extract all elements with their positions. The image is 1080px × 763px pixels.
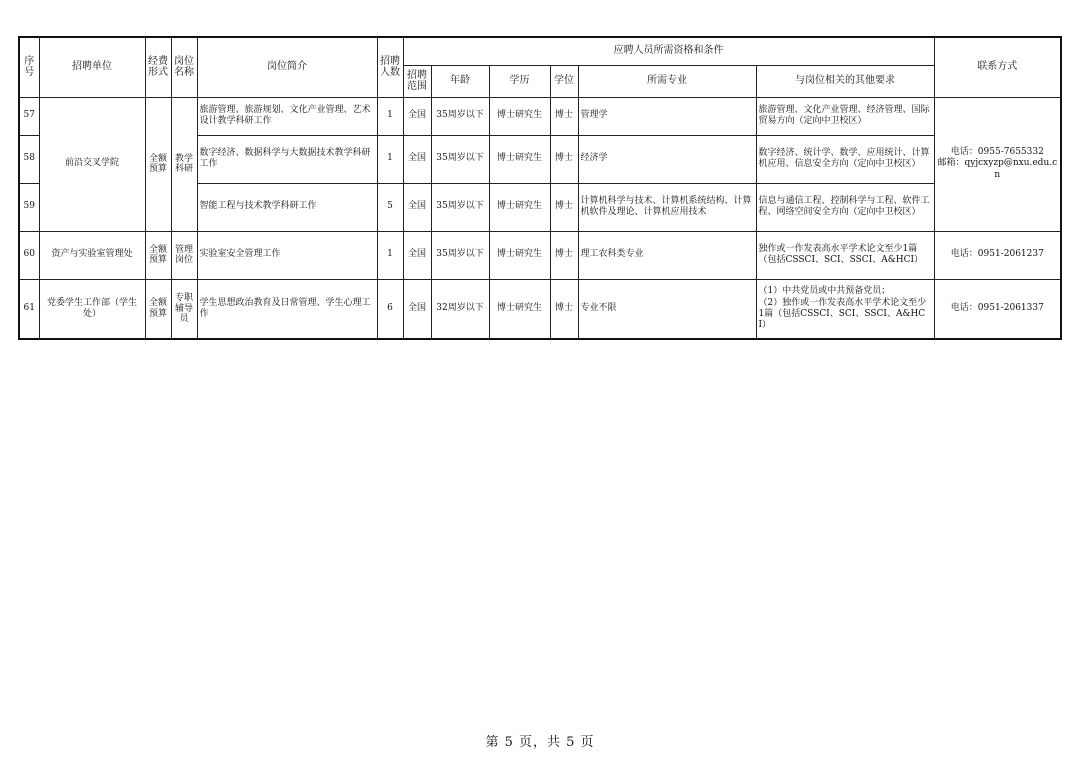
table-row (19, 97, 1061, 135)
header-unit: 招聘单位 (39, 37, 145, 97)
row-major: 经济学 (578, 135, 756, 183)
row-seq: 60 (19, 231, 39, 279)
row-degree: 博士 (550, 97, 578, 135)
header-other: 与岗位相关的其他要求 (756, 65, 934, 97)
row-seq: 58 (19, 135, 39, 183)
contact-email: 邮箱：qyjcxyzp@nxu.edu.cn (937, 158, 1058, 180)
page-footer: 第 5 页，共 5 页 (485, 735, 595, 750)
row-education: 博士研究生 (489, 231, 550, 279)
row-intro: 实验室安全管理工作 (197, 231, 377, 279)
header-count: 招聘人数 (377, 37, 403, 97)
row-count: 1 (377, 135, 403, 183)
header-funding: 经费形式 (145, 37, 171, 97)
row-funding: 全额预算 (145, 279, 171, 339)
header-post-intro: 岗位简介 (197, 37, 377, 97)
row-intro: 数字经济、数据科学与大数据技术教学科研工作 (197, 135, 377, 183)
row-unit: 党委学生工作部（学生处） (39, 279, 145, 339)
header-post-name: 岗位名称 (171, 37, 197, 97)
row-scope: 全国 (403, 279, 431, 339)
header-degree: 学位 (550, 65, 578, 97)
other-item-2: （2）独作或一作发表高水平学术论文至少1篇（包括CSSCI、SCI、SSCI、A&HCI） (758, 297, 927, 330)
row-degree: 博士 (550, 231, 578, 279)
row-intro: 旅游管理、旅游规划、文化产业管理、艺术设计教学科研工作 (197, 97, 377, 135)
row-seq: 59 (19, 183, 39, 231)
header-education: 学历 (489, 65, 550, 97)
row-seq: 61 (19, 279, 39, 339)
row-degree: 博士 (550, 183, 578, 231)
row-contact: 电话：0951-2061337 (934, 279, 1061, 339)
row-count: 6 (377, 279, 403, 339)
row-scope: 全国 (403, 231, 431, 279)
row-age: 35周岁以下 (431, 97, 489, 135)
row-intro: 智能工程与技术教学科研工作 (197, 183, 377, 231)
row-scope: 全国 (403, 135, 431, 183)
header-contact: 联系方式 (934, 37, 1061, 97)
row-count: 1 (377, 97, 403, 135)
table-row (19, 279, 1061, 339)
row-intro: 学生思想政治教育及日常管理、学生心理工作 (197, 279, 377, 339)
row-major: 计算机科学与技术、计算机系统结构、计算机软件及理论、计算机应用技术 (578, 183, 756, 231)
row-age: 35周岁以下 (431, 183, 489, 231)
header-scope: 招聘范围 (403, 65, 431, 97)
row-post: 管理岗位 (171, 231, 197, 279)
row-funding: 全额预算 (145, 231, 171, 279)
row-contact: 电话：0951-2061237 (934, 231, 1061, 279)
header-requirements: 应聘人员所需资格和条件 (403, 37, 934, 65)
row-count: 1 (377, 231, 403, 279)
row-major: 理工农科类专业 (578, 231, 756, 279)
row-other: 数字经济、统计学、数学、应用统计、计算机应用、信息安全方向（定向中卫校区） (756, 135, 934, 183)
other-item-1: （1）中共党员或中共预备党员； (758, 286, 891, 297)
row-count: 5 (377, 183, 403, 231)
row-other: 信息与通信工程、控制科学与工程、软件工程、网络空间安全方向（定向中卫校区） (756, 183, 934, 231)
row-other: 旅游管理、文化产业管理、经济管理、国际贸易方向（定向中卫校区） (756, 97, 934, 135)
table-row (19, 231, 1061, 279)
group-contact (934, 97, 1061, 231)
row-major: 管理学 (578, 97, 756, 135)
row-post: 专职辅导员 (171, 279, 197, 339)
row-degree: 博士 (550, 279, 578, 339)
row-age: 32周岁以下 (431, 279, 489, 339)
row-major: 专业不限 (578, 279, 756, 339)
header-major: 所需专业 (578, 65, 756, 97)
recruitment-table (18, 36, 1062, 340)
row-seq: 57 (19, 97, 39, 135)
group-unit: 前沿交叉学院 (39, 97, 145, 231)
row-scope: 全国 (403, 183, 431, 231)
header-age: 年龄 (431, 65, 489, 97)
group-funding: 全额预算 (145, 97, 171, 231)
row-degree: 博士 (550, 135, 578, 183)
row-other (756, 279, 934, 339)
row-scope: 全国 (403, 97, 431, 135)
row-age: 35周岁以下 (431, 135, 489, 183)
row-education: 博士研究生 (489, 183, 550, 231)
row-unit: 资产与实验室管理处 (39, 231, 145, 279)
header-seq: 序号 (19, 37, 39, 97)
row-age: 35周岁以下 (431, 231, 489, 279)
row-other: 独作或一作发表高水平学术论文至少1篇（包括CSSCI、SCI、SSCI、A&HCI） (756, 231, 934, 279)
group-post: 教学科研 (171, 97, 197, 231)
row-education: 博士研究生 (489, 279, 550, 339)
row-education: 博士研究生 (489, 135, 550, 183)
contact-phone: 电话：0955-7655332 (950, 147, 1044, 158)
row-education: 博士研究生 (489, 97, 550, 135)
